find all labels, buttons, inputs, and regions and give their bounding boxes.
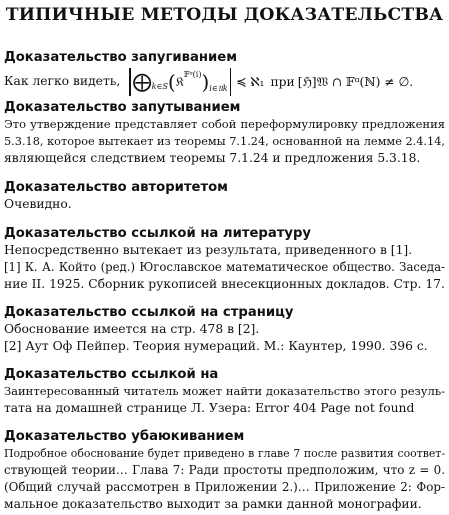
section-heading: Доказательство ссылкой на литературу [4,226,312,241]
fraktur-superscript: 𝔽ᵅ(i) [183,69,202,79]
abs-bar-left [129,68,130,96]
section-link-reference [4,367,445,417]
section-line: Подробное обоснование будет приведено в главе 7 после развития соответ- [4,447,445,460]
page [4,0,445,515]
section-line: являющейся следствием теоремы 7.1.24 и предложения 5.3.18. [4,151,421,165]
outer-subscript: i∈𝔘k [209,83,228,93]
direct-sum-symbol: ⨁ [132,70,152,93]
section-line: [2] Аут Оф Пейпер. Теория нумераций. М.: Каунтер, 1990. 396 с. [4,339,428,353]
section-heading: Доказательство запугиванием [4,50,237,65]
section-authority [4,180,445,213]
formula-tail: [ℌ]𝔚 ∩ 𝔽ᵅ(ℕ) ≠ ∅. [297,74,414,89]
section-lulling [4,429,445,513]
section-obfuscation [4,100,445,167]
section-heading: Доказательство ссылкой на [4,367,219,382]
section-line: Обоснование имеется на стр. 478 в [2]. [4,322,260,336]
fraktur-k: 𝔎 [175,74,184,89]
section-heading: Доказательство убаюкиванием [4,429,245,444]
section-line: 5.3.18, которое вытекает из теоремы 7.1.24, основанной на лемме 2.4.14, [4,135,445,148]
section-line: тата на домашней странице Л. Узера: Error 404 Page not found [4,401,415,415]
section-heading: Доказательство ссылкой на страницу [4,305,294,320]
page-title: ТИПИЧНЫЕ МЕТОДЫ ДОКАЗАТЕЛЬСТВА [5,5,444,25]
section-line: мальное доказательство выходит за рамки данной монографии. [4,497,422,511]
section-line: ствующей теории… Глава 7: Ради простоты предположим, что z = 0. [4,463,445,477]
section-body [4,66,445,96]
section-line: Заинтересованный читатель может найти доказательство этого резуль- [4,384,445,398]
abs-bar-right [230,68,231,96]
paren-open: ( [167,69,176,94]
section-line: (Общий случай рассмотрен в Приложении 2.)… Приложение 2: Фор- [4,480,445,494]
relation: ≼ ℵ₁ [236,74,265,89]
direct-sum-subscript: k∈S [151,81,168,91]
section-page-reference [4,305,445,355]
section-line: Это утверждение представляет собой переформулировку предложения [4,117,445,131]
section-heading: Доказательство запутыванием [4,100,241,115]
paren-close: ) [201,69,210,94]
section-intimidation [4,50,445,96]
formula-middle-word: при [270,74,295,89]
formula [127,67,413,97]
section-line: ние II. 1925. Сборник рукописей внесекционных докладов. Стр. 17. [4,277,445,291]
formula-prefix: Как легко видеть, [4,74,121,88]
section-line: Непосредственно вытекает из результата, приведенного в [1]. [4,243,413,257]
section-literature [4,226,445,293]
section-line: Очевидно. [4,197,72,211]
section-line: [1] К. А. Който (ред.) Югославское математическое общество. Заседа- [4,260,445,274]
section-heading: Доказательство авторитетом [4,180,228,195]
